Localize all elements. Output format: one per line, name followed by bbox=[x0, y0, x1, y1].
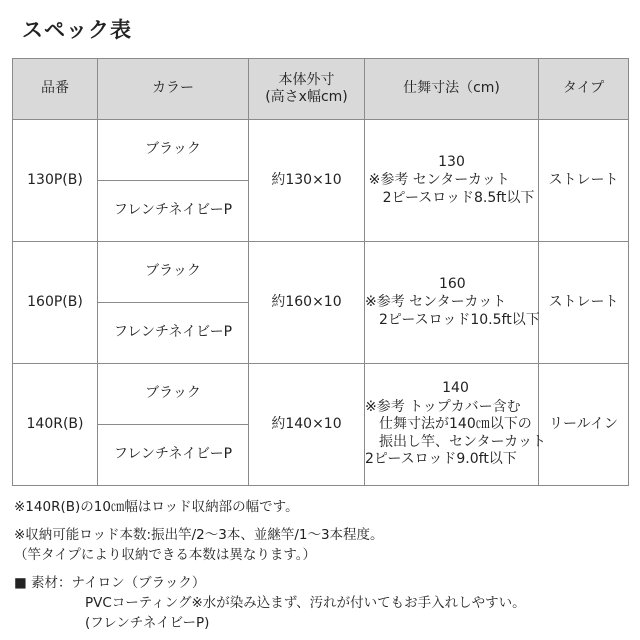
header-item-no: 品番 bbox=[13, 59, 98, 120]
color-cell: ブラック bbox=[98, 242, 249, 303]
dimension-note: 2ピースロッド8.5ft以下 bbox=[382, 189, 535, 206]
note-rod-width: ※140R(B)の10㎝幅はロッド収納部の幅です。 bbox=[14, 499, 299, 515]
header-dimension: 仕舞寸法（cm) bbox=[365, 59, 539, 120]
dimension-note: ※参考 センターカット bbox=[365, 294, 507, 311]
size-cell: 約160×10 bbox=[249, 242, 365, 364]
color-cell: ブラック bbox=[98, 364, 249, 425]
table-row bbox=[13, 242, 629, 303]
type-cell: ストレート bbox=[539, 120, 629, 242]
header-color: カラー bbox=[98, 59, 249, 120]
type-cell: ストレート bbox=[539, 242, 629, 364]
dimension-value: 160 bbox=[438, 275, 466, 292]
material-label: ■ 素材： bbox=[14, 575, 72, 591]
page-title: スペック表 bbox=[22, 18, 132, 42]
dimension-cell bbox=[365, 120, 539, 242]
header-type: タイプ bbox=[539, 59, 629, 120]
dimension-note: 仕舞寸法が140㎝以下の bbox=[379, 416, 532, 433]
spec-table bbox=[12, 58, 629, 486]
dimension-note: 2ピースロッド9.0ft以下 bbox=[365, 451, 517, 468]
header-size bbox=[249, 59, 365, 120]
note-rod-capacity-detail: （竿タイプにより収納できる本数は異なります。） bbox=[14, 547, 316, 563]
dimension-cell bbox=[365, 242, 539, 364]
color-cell: ブラック bbox=[98, 120, 249, 181]
table-row bbox=[13, 364, 629, 425]
header-size-line1: 本体外寸 bbox=[278, 71, 335, 88]
dimension-note: ※参考 センターカット bbox=[368, 172, 510, 189]
dimension-value: 130 bbox=[438, 153, 465, 170]
dimension-value: 140 bbox=[442, 380, 469, 397]
item-no-cell: 160P(B) bbox=[13, 242, 98, 364]
dimension-note: 振出し竿、センターカット bbox=[379, 433, 547, 450]
dimension-note: ※参考 トップカバー含む bbox=[365, 398, 521, 415]
dimension-note: 2ピースロッド10.5ft以下 bbox=[379, 311, 540, 328]
size-cell: 約130×10 bbox=[249, 120, 365, 242]
material-line2: PVCコーティング※水が染み込まず、汚れが付いてもお手入れしやすい。 bbox=[85, 595, 526, 611]
note-rod-capacity: ※収納可能ロッド本数:振出竿/2〜3本、並継竿/1〜3本程度。 bbox=[14, 527, 384, 543]
material-row bbox=[14, 573, 526, 593]
material-line3: (フレンチネイビーP) bbox=[85, 615, 210, 631]
header-size-line2: (高さx幅cm) bbox=[265, 89, 348, 105]
color-cell: フレンチネイビーP bbox=[98, 303, 249, 364]
table-header-row bbox=[13, 59, 629, 120]
type-cell: リールイン bbox=[539, 364, 629, 486]
size-cell: 約140×10 bbox=[249, 364, 365, 486]
color-cell: フレンチネイビーP bbox=[98, 425, 249, 486]
notes-section bbox=[14, 497, 526, 633]
item-no-cell: 130P(B) bbox=[13, 120, 98, 242]
material-line1: ナイロン（ブラック） bbox=[71, 575, 206, 591]
table-row bbox=[13, 120, 629, 181]
item-no-cell: 140R(B) bbox=[13, 364, 98, 486]
color-cell: フレンチネイビーP bbox=[98, 181, 249, 242]
dimension-cell bbox=[365, 364, 547, 486]
